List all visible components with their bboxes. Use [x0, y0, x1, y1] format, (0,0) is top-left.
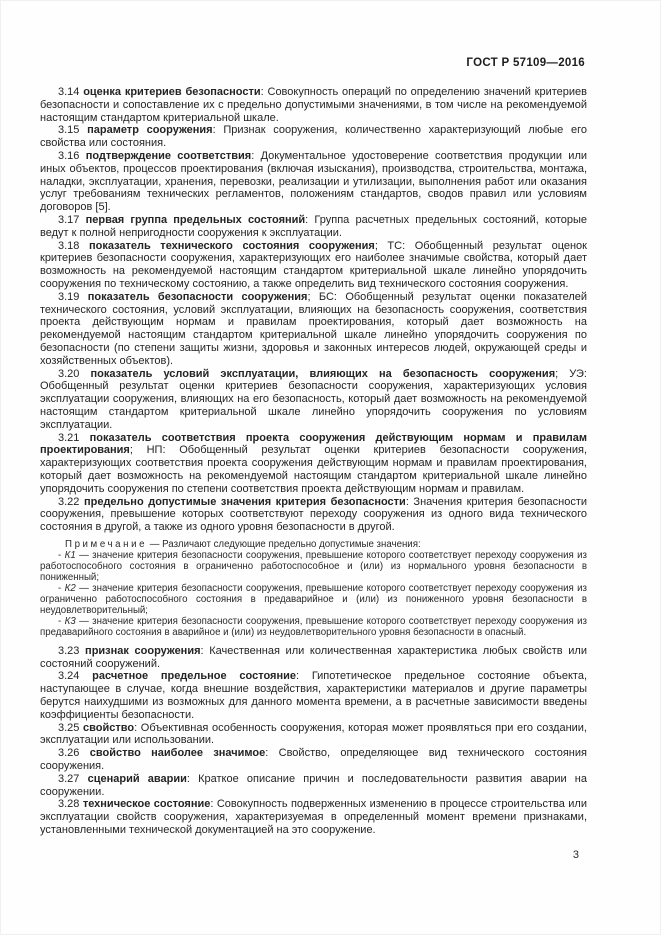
definition-3.19 [40, 291, 587, 368]
definition-number: 3.19 [58, 290, 88, 303]
definition-number: 3.16 [58, 149, 86, 162]
definition-3.16 [40, 150, 587, 214]
definition-3.18 [40, 240, 587, 291]
definition-separator: : [405, 495, 414, 508]
definition-term: признак сооружения [85, 644, 201, 657]
definition-number: 3.22 [58, 495, 84, 508]
definition-number: 3.21 [58, 431, 90, 444]
definition-3.23 [40, 645, 587, 671]
definition-term: свойство [83, 721, 135, 734]
definition-number: 3.15 [58, 124, 88, 137]
definition-text: Качественная или количественная характеристика любых свойств или состояний сооружений. [40, 644, 587, 670]
definition-text: Обобщенный результат оценки показателей технического состояния, условий эксплуатации, влияющих на безопасность сооружения, соответствия проекта действующим нормам и правилам проектирования, который дает возможность на рекомендуемой настоящим стандартом критериальной шкале линейно упорядочить сооружения по безопасности (по степени защиты жизни, здоровья и законных интересов людей, окружающей среды и хозяйственных объектов). [40, 290, 588, 367]
document-header-standard-number: ГОСТ Р 57109—2016 [466, 57, 585, 69]
definition-number: 3.17 [58, 213, 86, 226]
definition-term: показатель технического состояния сооружения [88, 239, 375, 252]
definition-separator: ; УЭ: [555, 367, 587, 380]
document-body [40, 86, 587, 837]
note-intro: — Различают следующие предельно допустимые значения: [149, 538, 421, 550]
note-block [40, 539, 587, 638]
definition-number: 3.14 [58, 86, 84, 98]
definition-text: Совокупность операций по определению значений критериев безопасности и сопоставление их с предельно допустимыми значениями, в том числе на рекомендуемой настоящим стандартом критериальной шкале. [40, 86, 587, 124]
note-item-key: К1 [64, 549, 76, 561]
definition-text: Группа расчетных предельных состояний, которые ведут к полной непригодности сооружения к эксплуатации. [40, 213, 587, 239]
definition-separator: : [295, 670, 312, 683]
definition-separator: : [260, 86, 268, 98]
definition-term: параметр сооружения [87, 124, 213, 137]
definition-3.17 [40, 214, 587, 240]
definition-separator: : [265, 747, 279, 760]
definition-text: Объективная особенность сооружения, которая может проявляться при его создании, эксплуатации или использовании. [40, 721, 587, 747]
definition-text: Обобщенный результат оценки критериев безопасности сооружения, характеризующих соответствия проекта сооружения действующим нормам и правилам проектирования, который дает возможность на рекомендуемой настоящим стандартом критериальной шкале линейно упорядочить сооружения по степени соответствия проекта действующим нормам и правилам. [40, 444, 587, 495]
definition-number: 3.28 [58, 798, 83, 811]
definition-text: Обобщенный результат оценок критериев безопасности сооружения, характеризующих его наиболее значимые свойства, который дает возможность на рекомендуемой настоящим стандартом критериальной шкале линейно упорядочить сооружения по техническому состоянию, а также определить вид технического состояния сооружения. [40, 239, 587, 290]
definition-3.15 [40, 124, 587, 150]
definition-3.25 [40, 722, 587, 748]
definition-term: техническое состояние [82, 798, 211, 811]
definition-term: предельно допустимые значения критерия безопасности [83, 495, 406, 508]
definition-text: Краткое описание причин и последовательности развития аварии на сооружении. [40, 772, 587, 798]
definition-separator: : [305, 213, 315, 226]
definition-text: Значения критерия безопасности сооружения, превышение которых соответствуют переходу сооружения из одного вида технического состояния в другой, а также из одного уровня безопасности в другой. [40, 495, 587, 534]
definition-3.22 [40, 496, 587, 534]
definition-text: Признак сооружения, количественно характеризующий любые его свойства или состояния. [40, 124, 587, 150]
note-item-key: К2 [64, 582, 76, 594]
definition-text: Документальное удостоверение соответствия продукции или иных объектов, процессов проектирования (включая изыскания), производства, строительства, монтажа, наладки, эксплуатации, хранения, перевозки, реализации и утилизации, выполнения работ или оказания услуг требованиям технических регламентов, положениям стандартов, сводов правил или условиям договоров [5]. [40, 149, 588, 214]
note-item-К3: - К3 — значение критерия безопасности сооружения, превышение которого соответствует переходу сооружения из предаварийного состояния в аварийное и (или) из неудовлетворительного уровня безопасности в опасный. [40, 615, 587, 638]
definition-term: свойство наиболее значимое [89, 747, 266, 760]
note-item-key: К3 [64, 615, 76, 627]
page-number: 3 [572, 849, 579, 861]
definition-separator: : [200, 644, 210, 657]
note-item-К1: - К1 — значение критерия безопасности сооружения, превышение которого соответствует переходу сооружения из работоспособного состояния в ограниченно работоспособное и (или) из нормального уровня безопасности в пониженный; [40, 549, 587, 583]
definition-3.28 [40, 798, 587, 836]
definition-3.20 [40, 368, 587, 432]
definition-separator: : [210, 798, 217, 811]
definition-separator: ; НП: [129, 444, 180, 457]
definition-text: Обобщенный результат оценки критериев безопасности сооружения, характеризующих условия эксплуатации сооружения, влияющих на его безопасность, который дает возможность на рекомендуемой настоящим стандартом критериальной шкале линейно упорядочить сооружения по условиям эксплуатации. [40, 380, 587, 431]
definition-separator: ; ТС: [374, 239, 415, 252]
definition-number: 3.26 [58, 747, 90, 760]
definition-term: расчетное предельное состояние [92, 670, 296, 683]
definition-number: 3.24 [58, 670, 93, 683]
definition-term: показатель безопасности сооружения [87, 290, 308, 303]
definition-term: оценка критериев безопасности [83, 86, 261, 98]
definition-term: сценарий аварии [87, 772, 187, 785]
definition-number: 3.27 [58, 772, 88, 785]
definition-number: 3.18 [58, 239, 89, 252]
definition-number: 3.23 [58, 644, 86, 657]
definitions-section-after-note [40, 645, 587, 837]
definition-3.14 [40, 86, 587, 124]
definition-3.26 [40, 747, 587, 773]
definition-text: Гипотетическое предельное состояние объекта, наступающее в случае, когда внешние воздействия, характеристики материалов и другие параметры берутся наихудшими из возможных для данного момента времени, а в расчетные зависимости введены коэффициенты безопасности. [40, 670, 587, 721]
note-label: Примечание [65, 538, 148, 550]
definition-text: Совокупность подверженных изменению в процессе строительства или эксплуатации свойств сооружения, характеризуемая в определенный момент времени признаками, установленными технической документацией на это сооружение. [40, 798, 587, 837]
definition-term: показатель соответствия проекта сооружения действующим нормам и правилам проектирования [40, 431, 588, 457]
definition-separator: : [251, 149, 261, 162]
definition-term: показатель условий эксплуатации, влияющих на безопасность сооружения [90, 367, 556, 380]
definition-3.27 [40, 773, 587, 799]
definition-separator: : [186, 772, 199, 785]
definition-number: 3.25 [58, 721, 84, 734]
note-item-К2: - К2 — значение критерия безопасности сооружения, превышение которого соответствует переходу сооружения из ограниченно работоспособного состояния в предаварийное и (или) из пониженного уровня безопасности в неудовлетворительный; [40, 582, 587, 616]
note-items-list [40, 550, 587, 638]
definition-separator: ; БС: [307, 290, 346, 303]
definitions-section-before-note [40, 86, 587, 534]
definition-term: подтверждение соответствия [85, 149, 252, 162]
definition-3.21 [40, 432, 587, 496]
definition-text: Свойство, определяющее вид технического состояния сооружения. [40, 747, 587, 773]
definition-term: первая группа предельных состояний [85, 213, 306, 226]
definition-number: 3.20 [58, 367, 91, 380]
definition-separator: : [134, 721, 141, 734]
definition-3.24 [40, 670, 587, 721]
note-heading [40, 539, 587, 550]
definition-separator: : [212, 124, 224, 137]
